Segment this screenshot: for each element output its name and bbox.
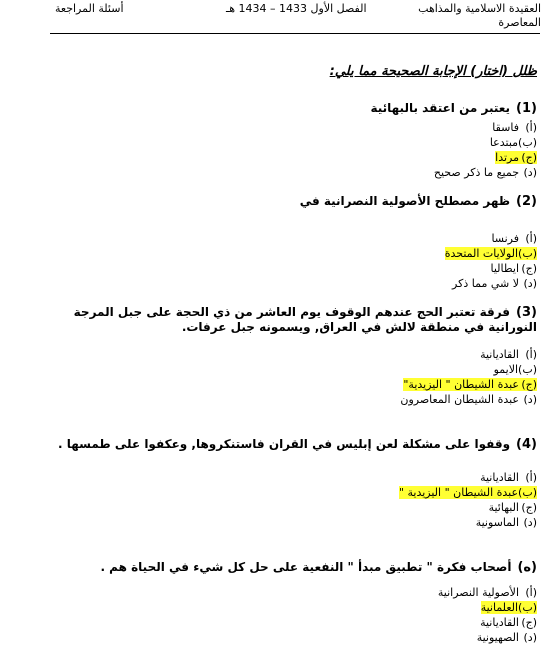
option-b[interactable]	[27, 600, 537, 615]
option-text: جميع ما ذكر صحيح	[433, 166, 519, 179]
option-a[interactable]	[27, 585, 537, 600]
option-text: عبدة الشيطان " اليزيدية"	[403, 378, 519, 391]
option-text: فرنسا	[491, 232, 519, 245]
option-letter: (ج)	[521, 151, 537, 164]
option-a[interactable]	[27, 120, 537, 135]
option-letter: (د)	[523, 393, 537, 406]
option-letter: (ب)	[518, 486, 537, 499]
question-text: وقفوا على مشكلة لعن إبليس في القران فاستنكروها, وعكفوا على طمسها .	[58, 437, 511, 451]
option-letter: (ب)	[518, 136, 537, 149]
question-2	[27, 194, 537, 291]
option-letter: (أ)	[525, 348, 537, 361]
option-text: الأصولية النصرانية	[437, 586, 519, 599]
document-title: أسئلة المراجعة	[55, 2, 124, 15]
options-list	[27, 120, 537, 180]
option-letter: (ج)	[521, 616, 537, 629]
option-letter: (ج)	[521, 378, 537, 391]
header-divider	[50, 33, 540, 34]
option-text: الايمو	[493, 363, 519, 376]
option-d[interactable]	[27, 276, 537, 291]
question-number: (ه)	[517, 560, 537, 575]
option-b[interactable]	[27, 246, 537, 261]
question-stem	[27, 101, 537, 116]
option-letter: (ج)	[521, 501, 537, 514]
option-a[interactable]	[27, 470, 537, 485]
question-1	[27, 101, 537, 180]
term-label: الفصل الأول 1433 – 1434 هـ	[226, 2, 367, 15]
question-number: (2)	[516, 194, 537, 209]
question-stem	[27, 560, 537, 575]
option-b[interactable]	[27, 362, 537, 377]
options-list	[27, 347, 537, 407]
options-list	[27, 231, 537, 291]
option-text: عبدة الشيطان " اليزيدية "	[398, 486, 519, 499]
options-list	[27, 585, 537, 645]
option-d[interactable]	[27, 515, 537, 530]
option-d[interactable]	[27, 392, 537, 407]
questions-section	[27, 64, 537, 645]
question-number: (3)	[516, 305, 537, 320]
option-c[interactable]	[27, 615, 537, 630]
question-5	[27, 560, 537, 645]
option-d[interactable]	[27, 165, 537, 180]
option-text: مرتدا	[495, 151, 519, 164]
option-text: فاسقا	[492, 121, 519, 134]
option-text: القاديانية	[480, 616, 519, 629]
option-c[interactable]	[27, 500, 537, 515]
option-letter: (ب)	[518, 247, 537, 260]
page-header	[0, 2, 559, 34]
question-number: (1)	[516, 101, 537, 116]
option-b[interactable]	[27, 135, 537, 150]
option-letter: (د)	[523, 277, 537, 290]
option-letter: (د)	[523, 631, 537, 644]
option-text: لا شي مما ذكر	[452, 277, 519, 290]
highlighted-answer	[495, 151, 537, 164]
option-text: ايطاليا	[490, 262, 519, 275]
option-a[interactable]	[27, 231, 537, 246]
highlighted-answer	[403, 378, 537, 391]
option-text: العلمانية	[480, 601, 519, 614]
option-text: الماسونية	[475, 516, 519, 529]
instruction-heading: ظلل (اختار) الإجابة الصحيحة مما يلي:	[329, 64, 537, 79]
option-text: الصهيونية	[476, 631, 519, 644]
question-number: (4)	[516, 437, 537, 452]
highlighted-answer	[481, 601, 537, 614]
subject-line-1: العقيدة الاسلامية والمذاهب	[418, 2, 541, 15]
options-list	[27, 470, 537, 530]
subject-line-2: المعاصرة	[498, 16, 541, 29]
option-text: مبتدعا	[489, 136, 519, 149]
option-letter: (د)	[523, 516, 537, 529]
option-text: الولايات المتحدة	[444, 247, 519, 260]
option-c[interactable]	[27, 261, 537, 276]
option-c[interactable]	[27, 150, 537, 165]
option-letter: (ج)	[521, 262, 537, 275]
option-letter: (أ)	[525, 121, 537, 134]
highlighted-answer	[399, 486, 537, 499]
question-stem	[27, 437, 537, 452]
option-text: القاديانية	[480, 348, 519, 361]
question-stem	[27, 305, 537, 335]
subject-title	[418, 2, 541, 30]
question-3	[27, 305, 537, 407]
option-letter: (ب)	[518, 363, 537, 376]
question-text: ظهر مصطلح الأصولية النصرانية في	[299, 194, 511, 208]
question-text: فرقة تعتبر الحج عندهم الوقوف يوم العاشر من ذي الحجة على جبل المرجة النورانية في منطقة لالش في العراق, ويسمونه جبل عرفات.	[73, 305, 537, 334]
option-text: القاديانية	[480, 471, 519, 484]
option-text: عبدة الشيطان المعاصرون	[400, 393, 519, 406]
highlighted-answer	[445, 247, 537, 260]
option-letter: (أ)	[525, 471, 537, 484]
option-c[interactable]	[27, 377, 537, 392]
question-stem	[27, 194, 537, 209]
question-text: أصحاب فكرة " تطبيق مبدأ " النفعية على حل كل شيء في الحياة هم .	[100, 560, 512, 574]
question-4	[27, 437, 537, 530]
option-letter: (ب)	[518, 601, 537, 614]
option-b[interactable]	[27, 485, 537, 500]
option-d[interactable]	[27, 630, 537, 645]
option-a[interactable]	[27, 347, 537, 362]
option-letter: (د)	[523, 166, 537, 179]
option-letter: (أ)	[525, 232, 537, 245]
option-letter: (أ)	[525, 586, 537, 599]
option-text: البهائية	[488, 501, 519, 514]
question-text: يعتبر من اعتقد بالبهائية	[370, 101, 511, 115]
